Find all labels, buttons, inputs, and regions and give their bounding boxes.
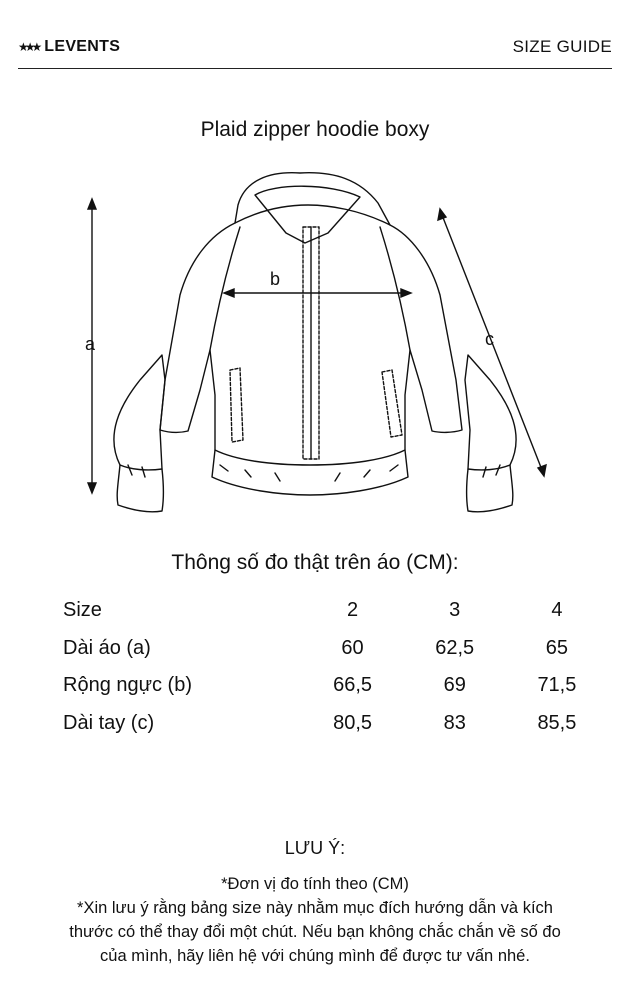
note-line: *Đơn vị đo tính theo (CM) [221,875,409,893]
table-cell: 65 [545,636,569,659]
table-cell: 66,5 [333,674,373,697]
note-line: của mình, hãy liên hệ với chúng mình để được tư vấn nhé. [100,947,530,965]
notes-block [50,872,580,968]
row-label: Rộng ngực (b) [63,674,193,697]
brand-logo[interactable] [18,38,120,56]
table-row [48,630,608,668]
right-cuff [467,465,513,512]
length-arrow-bottom [88,483,96,493]
size-column-4: 4 [551,599,563,622]
size-header: Size [63,599,102,622]
hoodie-illustration [60,165,570,525]
right-pocket [382,370,402,437]
table-cell: 85,5 [537,711,577,734]
hoodie-diagram [60,165,570,530]
row-label: Dài áo (a) [63,636,151,659]
size-column-2: 2 [346,599,359,622]
size-guide-heading: SIZE GUIDE [512,37,612,56]
table-cell: 60 [341,636,364,659]
sleeve-arrow-bottom [538,465,546,476]
table-cell: 80,5 [333,711,373,734]
label-a: a [85,334,96,354]
left-pocket [230,368,243,442]
sleeve-arrow-top [438,209,446,220]
brand-name: LEVENTS [44,38,121,55]
page-header [18,34,612,69]
size-spec-table [48,592,608,742]
chest-arrow-left [224,289,234,297]
spec-table-title: Thông số đo thật trên áo (CM): [171,551,459,574]
table-cell: 71,5 [537,674,577,697]
size-column-3: 3 [449,599,461,622]
note-line: *Xin lưu ý rằng bảng size này nhằm mục đích hướng dẫn và kích [77,899,553,917]
table-cell: 83 [443,711,466,734]
length-arrow-top [88,199,96,209]
note-line: thước có thể thay đổi một chút. Nếu bạn không chắc chắn về số đo [69,923,561,941]
brand-stars-icon: ★★★ [18,40,39,54]
label-b: b [270,269,281,289]
note-title: LƯU Ý: [284,838,346,858]
row-label: Dài tay (c) [63,711,155,734]
table-cell: 69 [443,674,466,697]
hood-opening [255,186,360,243]
left-cuff [117,465,163,512]
chest-arrow-right [401,289,411,297]
table-header-row [48,592,608,630]
table-row [48,705,608,743]
table-row [48,667,608,705]
label-c: c [485,329,494,349]
product-title: Plaid zipper hoodie boxy [200,118,430,141]
hem-band [212,450,408,495]
table-cell: 62,5 [435,636,475,659]
